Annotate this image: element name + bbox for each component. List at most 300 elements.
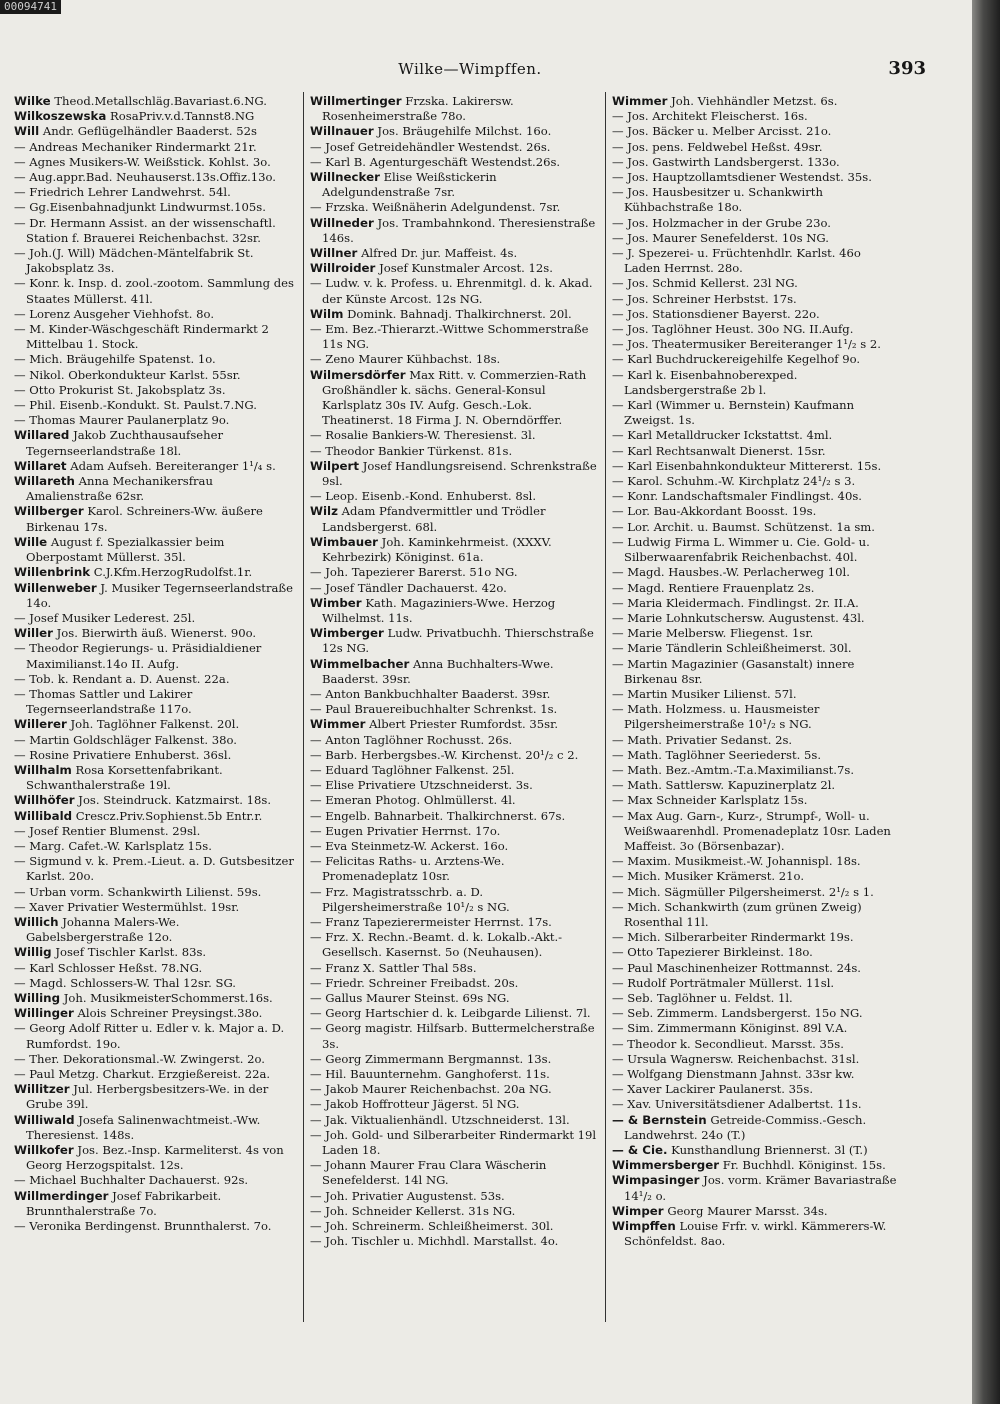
directory-entry	[310, 504, 600, 534]
entry-details: — Ursula Wagnersw. Reichenbachst. 31sl.	[612, 1051, 860, 1066]
entry-details: — Karl Eisenbahnkondukteur Mittererst. 15s.	[612, 458, 882, 473]
directory-entry	[612, 307, 900, 322]
entry-details: — Anton Taglöhner Rochusst. 26s.	[310, 732, 513, 747]
directory-entry	[612, 702, 900, 732]
entry-details: — Joh. Schreinerm. Schleißheimerst. 30l.	[310, 1219, 554, 1234]
directory-entry	[310, 1128, 600, 1158]
directory-entry	[612, 1037, 900, 1052]
entry-details: Ludw. Privatbuchh. Thierschstraße 12s NG.	[322, 626, 594, 656]
entry-details: Jakob Zuchthausaufseher Tegernseerlandstraße 18l.	[26, 428, 224, 458]
entry-details: J. Musiker Tegernseerlandstraße 14o.	[26, 580, 294, 610]
directory-entry	[310, 1204, 600, 1219]
entry-details: — Seb. Zimmerm. Landsbergerst. 15o NG.	[612, 1006, 863, 1021]
directory-entry	[14, 687, 298, 717]
entry-details: — Paul Maschinenheizer Rottmannst. 24s.	[612, 960, 861, 975]
entry-details: Alois Schreiner Preysingst.38o.	[77, 1006, 263, 1021]
entry-surname: Willnecker	[310, 170, 380, 185]
entry-details: — Nikol. Oberkondukteur Karlst. 55sr.	[14, 367, 241, 382]
directory-entry	[612, 292, 900, 307]
directory-entry	[612, 124, 900, 139]
entry-details: — Georg Adolf Ritter u. Edler v. k. Major a. D. Rumfordst. 19o.	[14, 1021, 285, 1051]
entry-details: — Friedr. Schreiner Freibadst. 20s.	[310, 975, 519, 990]
directory-entry	[310, 839, 600, 854]
directory-entry	[310, 1021, 600, 1051]
entry-details: — Magd. Rentiere Frauenplatz 2s.	[612, 580, 815, 595]
directory-entry	[14, 748, 298, 763]
directory-entry	[14, 535, 298, 565]
directory-entry	[310, 276, 600, 306]
directory-entry	[14, 1173, 298, 1188]
entry-surname: Wimmer	[612, 94, 668, 108]
directory-entry	[310, 1219, 600, 1234]
directory-entry	[310, 444, 600, 459]
entry-details: — Math. Bez.-Amtm.-T.a.Maximilianst.7s.	[612, 762, 855, 777]
entry-details: — Theodor Regierungs- u. Präsidialdiener Maximilianst.14o II. Aufg.	[14, 641, 262, 671]
directory-entry	[310, 368, 600, 429]
entry-surname: Willenweber	[14, 580, 97, 595]
entry-details: — Em. Bez.-Thierarzt.-Wittwe Schommerstraße 11s NG.	[310, 322, 589, 352]
entry-details: — Wolfgang Dienstmann Jahnst. 33sr kw.	[612, 1067, 855, 1081]
directory-entry	[612, 961, 900, 976]
entry-details: Andr. Geflügelhändler Baaderst. 52s	[42, 124, 257, 139]
entry-details: — Karl (Wimmer u. Bernstein) Kaufmann Zweigst. 1s.	[612, 398, 855, 428]
entry-surname: Willberger	[14, 504, 84, 519]
directory-entry	[14, 763, 298, 793]
entry-details: — Karl Schlosser Heßst. 78.NG.	[14, 960, 203, 975]
directory-entry	[14, 185, 298, 200]
directory-entry	[310, 459, 600, 489]
entry-details: — Joh. Tapezierer Barerst. 51o NG.	[310, 565, 518, 580]
entry-details: — Xaver Privatier Westermühlst. 19sr.	[14, 899, 240, 914]
entry-surname: Wimmersberger	[612, 1158, 720, 1173]
directory-entry	[14, 854, 298, 884]
directory-entry	[310, 307, 600, 322]
directory-entry	[310, 1067, 600, 1082]
entry-details: — Georg magistr. Hilfsarb. Buttermelcherstraße 3s.	[310, 1021, 595, 1051]
entry-details: Jos. Bierwirth äuß. Wienerst. 90o.	[56, 626, 257, 641]
directory-entry	[310, 261, 600, 276]
entry-details: — Franz Tapezierermeister Herrnst. 17s.	[310, 914, 552, 929]
entry-surname: Wimberger	[310, 626, 384, 641]
directory-entry	[310, 657, 600, 687]
directory-entry	[14, 1052, 298, 1067]
directory-entry	[14, 991, 298, 1006]
entry-surname: Willenbrink	[14, 565, 91, 580]
directory-entry	[14, 1067, 298, 1082]
entry-details: Alfred Dr. jur. Maffeist. 4s.	[361, 246, 518, 261]
entry-details: Domink. Bahnadj. Thalkirchnerst. 20l.	[347, 306, 572, 321]
entry-details: — Georg Hartschier d. k. Leibgarde Lilienst. 7l.	[310, 1006, 591, 1021]
entry-details: — Frzska. Weißnäherin Adelgundenst. 7sr.	[310, 200, 561, 215]
entry-surname: Willner	[310, 246, 358, 261]
directory-entry	[310, 809, 600, 824]
entry-details: — Jakob Hoffrotteur Jägerst. 5l NG.	[310, 1097, 520, 1112]
directory-entry	[310, 778, 600, 793]
entry-surname: Wimpasinger	[612, 1173, 700, 1188]
entry-details: Joh. Viehhändler Metzst. 6s.	[671, 94, 838, 108]
entry-details: — Michael Buchhalter Dachauerst. 92s.	[14, 1173, 249, 1188]
entry-details: — Veronika Berdingenst. Brunnthalerst. 7o.	[14, 1219, 272, 1234]
entry-details: — Engelb. Bahnarbeit. Thalkirchnerst. 67s.	[310, 808, 566, 823]
directory-entry	[14, 216, 298, 246]
entry-details: — Otto Prokurist St. Jakobsplatz 3s.	[14, 382, 226, 397]
directory-entry	[310, 824, 600, 839]
directory-entry	[310, 1158, 600, 1188]
entry-details: — Jos. Maurer Senefelderst. 10s NG.	[612, 230, 829, 245]
directory-entry	[310, 687, 600, 702]
entry-details: — Barb. Herbergsbes.-W. Kirchenst. 20¹/₂ c 2.	[310, 747, 579, 762]
directory-entry	[310, 596, 600, 626]
directory-entry	[14, 155, 298, 170]
entry-details: Crescz.Priv.Sophienst.5b Entr.r.	[75, 808, 263, 823]
entry-details: — Emeran Photog. Ohlmüllerst. 4l.	[310, 793, 516, 808]
directory-entry	[310, 124, 600, 139]
directory-entry	[14, 809, 298, 824]
directory-entry	[612, 900, 900, 930]
entry-details: — Maria Kleidermach. Findlingst. 2r. II.A.	[612, 595, 859, 610]
entry-details: August f. Spezialkassier beim Oberpostamt Müllerst. 35l.	[26, 534, 225, 565]
directory-entry	[310, 793, 600, 808]
entry-details: — Xav. Universitätsdiener Adalbertst. 11s.	[612, 1097, 862, 1112]
entry-details: — Marie Tändlerin Schleißheimerst. 30l.	[612, 641, 852, 656]
entry-surname: Wilz	[310, 504, 338, 519]
entry-details: — Math. Sattlersw. Kapuzinerplatz 2l.	[612, 778, 836, 793]
entry-details: — Hil. Bauunternehm. Ganghoferst. 11s.	[310, 1067, 550, 1081]
entry-surname: Willich	[14, 914, 59, 929]
entry-details: Jos. Bräugehilfe Milchst. 16o.	[377, 124, 552, 139]
entry-details: Albert Priester Rumfordst. 35sr.	[369, 717, 559, 732]
entry-details: — Rosine Privatiere Enhuberst. 36sl.	[14, 747, 232, 762]
entry-details: — Karl Metalldrucker Ickstattst. 4ml.	[612, 428, 833, 443]
directory-entry	[14, 459, 298, 474]
directory-entry	[310, 976, 600, 991]
entry-surname: Willmerdinger	[14, 1188, 109, 1203]
entry-details: Johanna Malers-We. Gabelsbergerstraße 12o.	[26, 914, 180, 945]
directory-entry	[612, 1006, 900, 1021]
directory-entry	[310, 1189, 600, 1204]
entry-surname: Williwald	[14, 1112, 75, 1127]
entry-details: — Tob. k. Rendant a. D. Auenst. 22a.	[14, 671, 230, 686]
directory-entry	[612, 565, 900, 580]
entry-surname: Willared	[14, 428, 70, 443]
entry-details: — Mich. Silberarbeiter Rindermarkt 19s.	[612, 930, 854, 945]
directory-entry	[310, 1113, 600, 1128]
directory-entry	[14, 1006, 298, 1021]
entry-surname: Willaret	[14, 458, 67, 473]
entry-details: — Ludw. v. k. Profess. u. Ehrenmitgl. d. k. Akad. der Künste Arcost. 12s NG.	[310, 276, 593, 306]
entry-details: — Paul Brauereibuchhalter Schrenkst. 1s.	[310, 702, 558, 717]
directory-entry	[14, 246, 298, 276]
directory-entry	[612, 170, 900, 185]
entry-details: — Eugen Privatier Herrnst. 17o.	[310, 823, 501, 838]
entry-details: — Lor. Bau-Akkordant Boosst. 19s.	[612, 504, 817, 519]
entry-details: Rosa Korsettenfabrikant. Schwanthalerstraße 19l.	[26, 762, 223, 793]
directory-entry	[612, 748, 900, 763]
entry-surname: Willmertinger	[310, 94, 402, 108]
entry-surname: Wilke	[14, 94, 51, 108]
entry-details: — Phil. Eisenb.-Kondukt. St. Paulst.7.NG.	[14, 398, 257, 413]
entry-details: Elise Weißstickerin Adelgundenstraße 7sr.	[322, 170, 497, 200]
entry-details: — Magd. Hausbes.-W. Perlacherweg 10l.	[612, 565, 850, 580]
book-edge	[972, 0, 1000, 1404]
directory-entry	[612, 140, 900, 155]
entry-surname: Willnauer	[310, 124, 374, 139]
directory-entry	[310, 170, 600, 200]
directory-entry	[14, 672, 298, 687]
directory-entry	[310, 1082, 600, 1097]
directory-entry	[310, 200, 600, 215]
entry-details: — Joh. Schneider Kellerst. 31s NG.	[310, 1203, 516, 1218]
entry-details: — Ludwig Firma L. Wimmer u. Cie. Gold- u. Silberwaarenfabrik Reichenbachst. 40l.	[612, 534, 870, 565]
directory-entry	[310, 748, 600, 763]
directory-entry	[612, 611, 900, 626]
directory-entry	[14, 140, 298, 155]
directory-entry	[310, 352, 600, 367]
directory-entry	[14, 398, 298, 413]
directory-entry	[14, 383, 298, 398]
entry-details: Jos. Trambahnkond. Theresienstraße 146s.	[322, 215, 596, 245]
directory-entry	[612, 809, 900, 855]
entry-details: — Lorenz Ausgeher Viehhofst. 8o.	[14, 306, 215, 321]
directory-entry	[14, 368, 298, 383]
entry-details: Theod.Metallschläg.Bavariast.6.NG.	[54, 94, 267, 108]
entry-details: Adam Pfandvermittler und Trödler Landsbergerst. 68l.	[322, 504, 546, 534]
entry-details: Joh. MusikmeisterSchommerst.16s.	[63, 990, 273, 1005]
column-rule	[605, 92, 606, 1322]
running-head: Wilke—Wimpffen.	[398, 60, 542, 78]
entry-details: — Jos. Schreiner Herbstst. 17s.	[612, 291, 797, 306]
directory-entry	[14, 961, 298, 976]
entry-details: Karol. Schreiners-Ww. äußere Birkenau 17s.	[26, 504, 263, 534]
entry-details: — Jos. Gastwirth Landsbergerst. 133o.	[612, 154, 840, 169]
directory-entry	[310, 565, 600, 580]
entry-details: Frzska. Lakirersw. Rosenheimerstraße 78o.	[322, 94, 514, 124]
directory-entry	[14, 504, 298, 534]
entry-details: — Jos. Bäcker u. Melber Arcisst. 21o.	[612, 124, 832, 139]
entry-details: — Anton Bankbuchhalter Baaderst. 39sr.	[310, 686, 551, 701]
archive-id: 00094741	[0, 0, 61, 14]
entry-details: — Josef Tändler Dachauerst. 42o.	[310, 580, 507, 595]
directory-entry	[612, 1052, 900, 1067]
entry-details: — Mich. Schankwirth (zum grünen Zweig) Rosenthal 11l.	[612, 899, 862, 929]
entry-details: — Karl B. Agenturgeschäft Westendst.26s.	[310, 154, 561, 169]
directory-entry	[14, 733, 298, 748]
directory-entry	[612, 109, 900, 124]
directory-entry	[310, 535, 600, 565]
entry-details: — Konr. Landschaftsmaler Findlingst. 40s.	[612, 489, 862, 504]
directory-entry	[14, 641, 298, 671]
directory-entry	[612, 276, 900, 291]
directory-entry	[612, 474, 900, 489]
directory-entry	[14, 885, 298, 900]
entry-details: — Marie Melbersw. Fliegenst. 1sr.	[612, 626, 814, 641]
directory-entry	[310, 140, 600, 155]
entry-details: Josef Fabrikarbeit. Brunnthalerstraße 7o.	[26, 1188, 222, 1218]
entry-details: — Franz X. Sattler Thal 58s.	[310, 960, 477, 975]
entry-details: Josefa Salinenwachtmeist.-Ww. Theresienst. 148s.	[26, 1112, 261, 1142]
directory-entry	[310, 733, 600, 748]
directory-entry	[612, 641, 900, 656]
entry-surname: Wilkoszewska	[14, 109, 107, 124]
directory-entry	[14, 976, 298, 991]
directory-entry	[612, 945, 900, 960]
entry-details: — Elise Privatiere Utzschneiderst. 3s.	[310, 778, 533, 793]
entry-details: — Dr. Hermann Assist. an der wissenschaftl. Station f. Brauerei Reichenbachst. 32sr.	[14, 215, 276, 245]
entry-surname: Willinger	[14, 1006, 74, 1021]
entry-surname: Willig	[14, 945, 52, 960]
directory-entry	[310, 155, 600, 170]
directory-entry	[14, 915, 298, 945]
directory-entry	[14, 124, 298, 139]
entry-details: — Johann Maurer Frau Clara Wäscherin Senefelderst. 14l NG.	[310, 1158, 547, 1188]
directory-entry	[612, 991, 900, 1006]
entry-details: — M. Kinder-Wäschgeschäft Rindermarkt 2 Mittelbau 1. Stock.	[14, 322, 269, 352]
directory-entry	[310, 1097, 600, 1112]
entry-details: — Joh. Privatier Augustenst. 53s.	[310, 1188, 505, 1203]
entry-surname: Wimbauer	[310, 534, 378, 549]
directory-entry	[14, 565, 298, 580]
entry-surname: Wilmersdörfer	[310, 367, 406, 382]
directory-entry	[310, 854, 600, 884]
entry-details: — Joh. Tischler u. Michhdl. Marstallst. 4o.	[310, 1234, 559, 1249]
entry-details: — Mich. Musiker Krämerst. 21o.	[612, 869, 805, 884]
directory-entry	[612, 1113, 900, 1143]
directory-entry	[310, 717, 600, 732]
entry-details: — Math. Holzmess. u. Hausmeister Pilgersheimerstraße 10¹/₂ s NG.	[612, 702, 820, 732]
entry-details: — Max Aug. Garn-, Kurz-, Strumpf-, Woll- u. Weißwaarenhdl. Promenadeplatz 10sr. Laden Maffeist. 3o (Börsenbazar).	[612, 808, 891, 853]
directory-entry	[310, 626, 600, 656]
entry-details: — Martin Magazinier (Gasanstalt) innere Birkenau 8sr.	[612, 656, 855, 686]
entry-details: — Karl k. Eisenbahnoberexped. Landsbergerstraße 2b l.	[612, 367, 798, 397]
entry-details: — Max Schneider Karlsplatz 15s.	[612, 793, 808, 808]
entry-details: — Ther. Dekorationsmal.-W. Zwingerst. 2o.	[14, 1051, 265, 1066]
entry-details: — Karl Buchdruckereigehilfe Kegelhof 9o.	[612, 352, 861, 367]
entry-details: Getreide-Commiss.-Gesch. Landwehrst. 24o (T.)	[624, 1112, 867, 1142]
entry-details: — Zeno Maurer Kühbachst. 18s.	[310, 352, 501, 367]
entry-surname: Willer	[14, 626, 53, 641]
directory-entry	[612, 1067, 900, 1082]
entry-details: — Martin Goldschläger Falkenst. 38o.	[14, 732, 237, 747]
directory-entry	[612, 337, 900, 352]
entry-details: Georg Maurer Marsst. 34s.	[667, 1203, 828, 1218]
directory-entry	[14, 793, 298, 808]
entry-details: Kunsthandlung Briennerst. 3l (T.)	[671, 1143, 868, 1158]
entry-details: — Jos. Stationsdiener Bayerst. 22o.	[612, 306, 820, 321]
entry-details: — Seb. Taglöhner u. Feldst. 1l.	[612, 990, 793, 1005]
entry-details: — Math. Privatier Sedanst. 2s.	[612, 732, 793, 747]
entry-details: Jul. Herbergsbesitzers-We. in der Grube 39l.	[26, 1082, 269, 1112]
entry-details: — Xaver Lackirer Paulanerst. 35s.	[612, 1082, 814, 1097]
entry-details: — Theodor Bankier Türkenst. 81s.	[310, 443, 513, 458]
entry-details: — Konr. k. Insp. d. zool.-zootom. Sammlung des Staates Müllerst. 41l.	[14, 276, 294, 306]
entry-details: — Frz. Magistratsschrb. a. D. Pilgersheimerstraße 10¹/₂ s NG.	[310, 884, 510, 914]
directory-entry	[310, 216, 600, 246]
entry-details: Max Ritt. v. Commerzien-Rath Großhändler k. sächs. General-Konsul Karlsplatz 30s IV. Aufg. Gesch.-Lok. Theatinerst. 18 Firma J. N. Oberndörffer.	[322, 367, 587, 428]
directory-entry	[14, 1189, 298, 1219]
entry-details: Joh. Taglöhner Falkenst. 20l.	[70, 717, 240, 732]
entry-surname: Wimmelbacher	[310, 656, 410, 671]
directory-entry	[14, 1143, 298, 1173]
entry-details: Jos. Steindruck. Katzmairst. 18s.	[78, 793, 272, 808]
entry-details: Jos. vorm. Krämer Bavariastraße 14¹/₂ o.	[624, 1173, 897, 1203]
entry-details: — Jos. Taglöhner Heust. 30o NG. II.Aufg.	[612, 322, 854, 337]
directory-entry	[14, 717, 298, 732]
entry-details: — Karl Rechtsanwalt Dienerst. 15sr.	[612, 443, 826, 458]
entry-surname: Willkofer	[14, 1143, 74, 1158]
entry-details: — Thomas Maurer Paulanerplatz 9o.	[14, 413, 230, 428]
entry-surname: Willhöfer	[14, 793, 75, 808]
directory-entry	[612, 1204, 900, 1219]
entry-details: — Theodor k. Secondlieut. Marsst. 35s.	[612, 1036, 844, 1051]
directory-entry	[612, 778, 900, 793]
entry-surname: Willitzer	[14, 1082, 70, 1097]
entry-details: — Magd. Schlossers-W. Thal 12sr. SG.	[14, 975, 236, 990]
directory-entry	[612, 1097, 900, 1112]
directory-entry	[612, 246, 900, 276]
directory-entry	[612, 885, 900, 900]
entry-details: — Friedrich Lehrer Landwehrst. 54l.	[14, 185, 231, 200]
entry-details: — Leop. Eisenb.-Kond. Enhuberst. 8sl.	[310, 489, 537, 504]
directory-entry	[612, 687, 900, 702]
directory-entry	[612, 1219, 900, 1249]
directory-entry	[612, 930, 900, 945]
entry-details: Jos. Bez.-Insp. Karmeliterst. 4s von Georg Herzogspitalst. 12s.	[26, 1143, 284, 1173]
directory-entry	[612, 231, 900, 246]
directory-entry	[14, 1219, 298, 1234]
entry-details: — Jos. Architekt Fleischerst. 16s.	[612, 109, 808, 124]
entry-details: — Karol. Schuhm.-W. Kirchplatz 24¹/₂ s 3.	[612, 474, 856, 489]
directory-entry	[612, 216, 900, 231]
directory-entry	[14, 839, 298, 854]
directory-entry	[14, 322, 298, 352]
entry-details: — Rudolf Porträtmaler Müllerst. 11sl.	[612, 975, 835, 990]
entry-details: — Gallus Maurer Steinst. 69s NG.	[310, 990, 510, 1005]
directory-entry	[310, 991, 600, 1006]
entry-details: — Joh. Gold- und Silberarbeiter Rindermarkt 19l Laden 18.	[310, 1127, 597, 1158]
entry-surname: Wilm	[310, 306, 344, 321]
directory-entry	[310, 885, 600, 915]
directory-entry	[14, 1082, 298, 1112]
directory-entry	[612, 1143, 900, 1158]
directory-entry	[14, 170, 298, 185]
directory-entry	[612, 428, 900, 443]
entry-details: — Jos. Holzmacher in der Grube 23o.	[612, 215, 831, 230]
entry-details: — Martin Musiker Lilienst. 57l.	[612, 686, 797, 701]
entry-details: — Urban vorm. Schankwirth Lilienst. 59s.	[14, 884, 262, 899]
entry-details: — Paul Metzg. Charkut. Erzgießereist. 22a.	[14, 1067, 271, 1081]
directory-entry	[14, 581, 298, 611]
entry-details: Joh. Kaminkehrmeist. (XXXV. Kehrbezirk) Königinst. 61a.	[322, 534, 552, 565]
entry-details: — Gg.Eisenbahnadjunkt Lindwurmst.105s.	[14, 200, 266, 215]
directory-entry	[612, 793, 900, 808]
entry-details: — Otto Tapezierer Birkleinst. 18o.	[612, 945, 813, 960]
directory-entry	[14, 611, 298, 626]
entry-details: — Jak. Viktualienhändl. Utzschneiderst. 13l.	[310, 1112, 570, 1127]
entry-details: — Josef Rentier Blumenst. 29sl.	[14, 823, 201, 838]
directory-entry	[14, 413, 298, 428]
entry-surname: Wille	[14, 534, 48, 549]
entry-surname: Wimpffen	[612, 1219, 676, 1234]
directory-entry	[14, 626, 298, 641]
directory-entry	[14, 1021, 298, 1051]
entry-details: — Agnes Musikers-W. Weißstick. Kohlst. 3o.	[14, 154, 271, 169]
entry-surname: Willareth	[14, 474, 75, 489]
entry-surname: Wimper	[612, 1203, 664, 1218]
entry-details: Kath. Magaziniers-Wwe. Herzog Wilhelmst. 11s.	[322, 595, 556, 625]
entry-surname: Wimber	[310, 595, 362, 610]
entry-surname: — & Cie.	[612, 1143, 668, 1158]
directory-entry	[14, 200, 298, 215]
